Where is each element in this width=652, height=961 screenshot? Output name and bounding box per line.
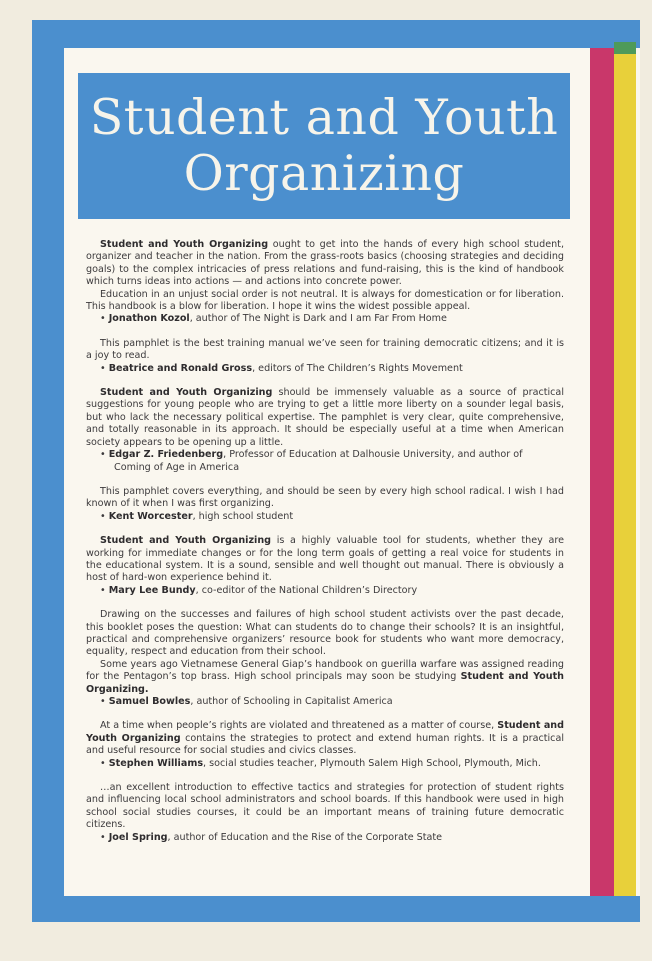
green-tab — [614, 42, 636, 54]
title-line-1: Student and Youth — [89, 89, 559, 146]
book-title-ref: Student and Youth Organizing — [100, 239, 269, 250]
quote-bowles-p1: Drawing on the successes and failures of high school student activists over the past decade, this booklet poses the question: What can students do to change their schools? It is an insightful, practical and comprehensive organizers’ resource book for students who want more democracy, equality, respect and education from their school. — [86, 609, 564, 658]
yellow-stripe — [614, 48, 636, 896]
title-banner — [78, 73, 570, 219]
quote-bundy: Student and Youth Organizing is a highly valuable tool for students, whether they are working for immediate changes or for the long term goals of getting a real voice for students in the educational system. It is a sound, sensible and well thought out manual. There is obviously a host of hard-won experience behind it. — [86, 535, 564, 584]
quote-spring: …an excellent introduction to effective tactics and strategies for protection of student rights and influencing local school administrators and school boards. If this handbook were used in high school social studies courses, it could be an important means of training future democratic citizens. — [86, 782, 564, 831]
attribution-bundy: • Mary Lee Bundy, co-editor of the National Children’s Directory — [100, 584, 418, 596]
attribution-friedenberg: • Edgar Z. Friedenberg, Professor of Education at Dalhousie University, and author of — [100, 449, 523, 461]
book-title-ref: Student and Youth Organizing — [100, 387, 273, 399]
endorsements — [86, 239, 564, 844]
quote-williams: At a time when people’s rights are violated and threatened as a matter of course, Student and Youth Organizing contains the strategies to protect and extend human rights. It is a practical and useful resource for social studies and civics classes. — [86, 720, 564, 757]
book-title-ref: Student and Youth Organizing — [86, 671, 565, 695]
attribution-worcester: • Kent Worcester, high school student — [100, 510, 294, 522]
quote-kozol-p1: Student and Youth Organizing ought to get into the hands of every high school student, organizer and teacher in the nation. From the grass-roots basics (choosing strategies and deciding goals) to the complex intricacies of press relations and fund-raising, this is the kind of handbook which turns ideas into actions — and actions into concrete power. — [86, 239, 564, 288]
quote-worcester: This pamphlet covers everything, and should be seen by every high school radical. I wish I had known of it when I was first organizing. — [86, 485, 564, 510]
book-title-ref: Student and Youth Organizing — [86, 720, 564, 744]
quote-gross: This pamphlet is the best training manual we’ve seen for training democratic citizens; and it is a joy to read. — [86, 337, 564, 362]
quote-kozol-p2: Education in an unjust social order is not neutral. It is always for domestication or for liberation. This handbook is a blow for liberation. I hope it wins the widest possible appeal. — [86, 288, 564, 313]
title-line-2: Organizing — [183, 145, 465, 202]
attribution-gross: • Beatrice and Ronald Gross, editors of The Children’s Rights Movement — [100, 362, 463, 374]
attribution-spring: • Joel Spring, author of Education and the Rise of the Corporate State — [100, 831, 443, 843]
attribution-friedenberg-book: Coming of Age in America — [114, 461, 240, 473]
page-edge — [640, 20, 652, 922]
quote-friedenberg: Student and Youth Organizing should be immensely valuable as a source of practical suggestions for young people who are trying to get a little more liberty on a sounder legal basis, but who lack the necessary political expertise. The pamphlet is very clear, quite comprehensive, and totally reasonable in its approach. It should be especially useful at a time when American society appears to be opening up a little. — [86, 387, 564, 448]
quote-bowles-p2: Some years ago Vietnamese General Giap’s handbook on guerilla warfare was assigned reading for the Pentagon’s top brass. High school principals may soon be studying Student and Youth Organizing. — [86, 658, 565, 695]
attribution-bowles: • Samuel Bowles, author of Schooling in Capitalist America — [100, 696, 393, 707]
attribution-kozol: • Jonathon Kozol, author of The Night is Dark and I am Far From Home — [100, 313, 447, 325]
attribution-williams: • Stephen Williams, social studies teacher, Plymouth Salem High School, Plymouth, Mich. — [100, 757, 541, 769]
book-title-ref: Student and Youth Organizing — [100, 535, 272, 547]
magenta-stripe — [590, 48, 614, 896]
